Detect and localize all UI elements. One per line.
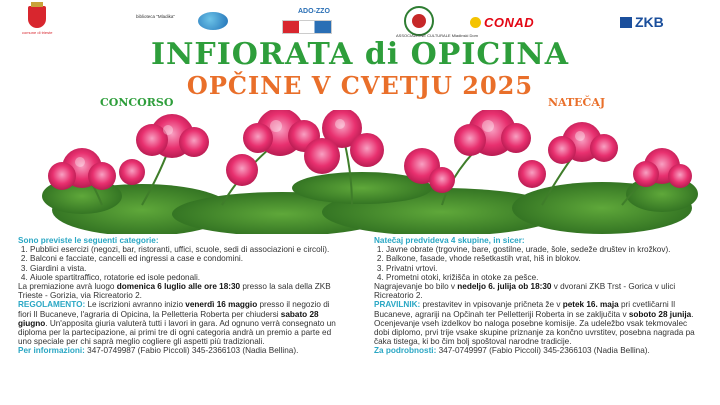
title-slovene: OPČINE V CVETJU 2025 (186, 71, 534, 100)
italian-regulation: REGOLAMENTO: Le iscrizioni avranno inizio venerdì 16 maggio presso il negozio di fiori Il Bucaneve, l'agraria di Opicina, la Pelletteria Roberta per chiudersi sabato 28 giugno. Un'apposita giuria valuterà tutti i lavori in gara. Ad ognuno verrà consegnato un diploma per la partecipazione, ai primi tre di ogni categoria andrà un premio a parte ed uno speciale per chi saprà meglio cogliere gli aspetti più tradizionali. (18, 300, 336, 347)
list-item: 1. Javne obrate (trgovine, bare, gostilne, urade, šole, sedeže društev in krožkov). (386, 245, 696, 254)
wave-logo-icon (198, 12, 228, 30)
slovene-heading: Natečaj predvideva 4 skupine, in sicer: (374, 236, 525, 245)
list-item: 1. Pubblici esercizi (negozi, bar, ristoranti, uffici, scuole, sedi di associazioni e circoli). (30, 245, 340, 254)
zkb-mark-icon (620, 17, 632, 28)
italian-column (18, 236, 340, 356)
list-item: 2. Balkone, fasade, vhode rešetkastih vrat, hiš in blokov. (386, 254, 696, 263)
association-logo-text: ASSOCIAZIONE CULTURALE Mladinski Dom (396, 33, 478, 38)
geranium-photo (22, 110, 698, 234)
subtitle-natecaj: NATEČAJ (548, 96, 606, 109)
italian-heading: Sono previste le seguenti categorie: (18, 236, 159, 245)
slovene-regulation: PRAVILNIK: prestavitev in vpisovanje pričneta že v petek 16. maja pri cvetličarni Il Bucaneve, agrariji na Opčinah ter Pelletteriji Roberta in se zaključita v soboto 28 junija. Ocenjevanje vseh izdelkov bo naloga posebne komisije. Za udeležbo vsak tekmovalec dobi diplomo, prvi trije vsake skupine priznanje za končno uvrstitev, posebna nagrada pa čaka tistega, ki bo čim bolj spoštoval narodne tradicije. (374, 300, 695, 347)
italian-info: Per informazioni: 347-0749987 (Fabio Piccoli) 345-2366103 (Nadia Bellina). (18, 346, 299, 356)
italian-award: La premiazione avrà luogo domenica 6 luglio alle ore 18:30 presso la sala della ZKB Trieste - Gorizia, via Ricreatorio 2. (18, 282, 331, 301)
list-item: 3. Giardini a vista. (30, 264, 340, 273)
trieste-crest-icon (28, 6, 46, 28)
library-logo-text: biblioteca "Mladika" (136, 14, 175, 19)
list-item: 3. Privatni vrtovi. (386, 264, 696, 273)
flags-icon (282, 20, 332, 34)
slovene-categories (374, 245, 696, 282)
list-item: 2. Balconi e facciate, cancelli ed ingressi a case e condomini. (30, 254, 340, 263)
slovene-info: Za podrobnosti: 347-0749997 (Fabio Piccoli) 345-2366103 (Nadia Bellina). (374, 346, 650, 356)
subtitle-concorso: CONCORSO (100, 96, 174, 109)
conad-dot-icon (470, 17, 481, 28)
title-italian: INFIORATA di OPICINA (150, 37, 570, 72)
comune-logo-text: comune di trieste (22, 30, 53, 35)
zkb-logo: ZKB (635, 14, 664, 30)
italian-categories (18, 245, 340, 282)
slovene-award: Nagrajevanje bo bilo v nedeljo 6. julija ob 18:30 v dvorani ZKB Trst - Gorica v ulici Ricreatorio 2. (374, 282, 676, 301)
list-item: 4. Aiuole spartitraffico, rotatorie ed isole pedonali. (30, 273, 340, 282)
slovene-column (374, 236, 696, 356)
text-columns (18, 236, 702, 405)
ado-zzo-logo: ADO-ZZO (298, 8, 330, 15)
list-item: 4. Prometni otoki, križišča in otoke za pešce. (386, 273, 696, 282)
association-seal-icon (404, 6, 434, 36)
conad-logo: CONAD (484, 15, 535, 30)
